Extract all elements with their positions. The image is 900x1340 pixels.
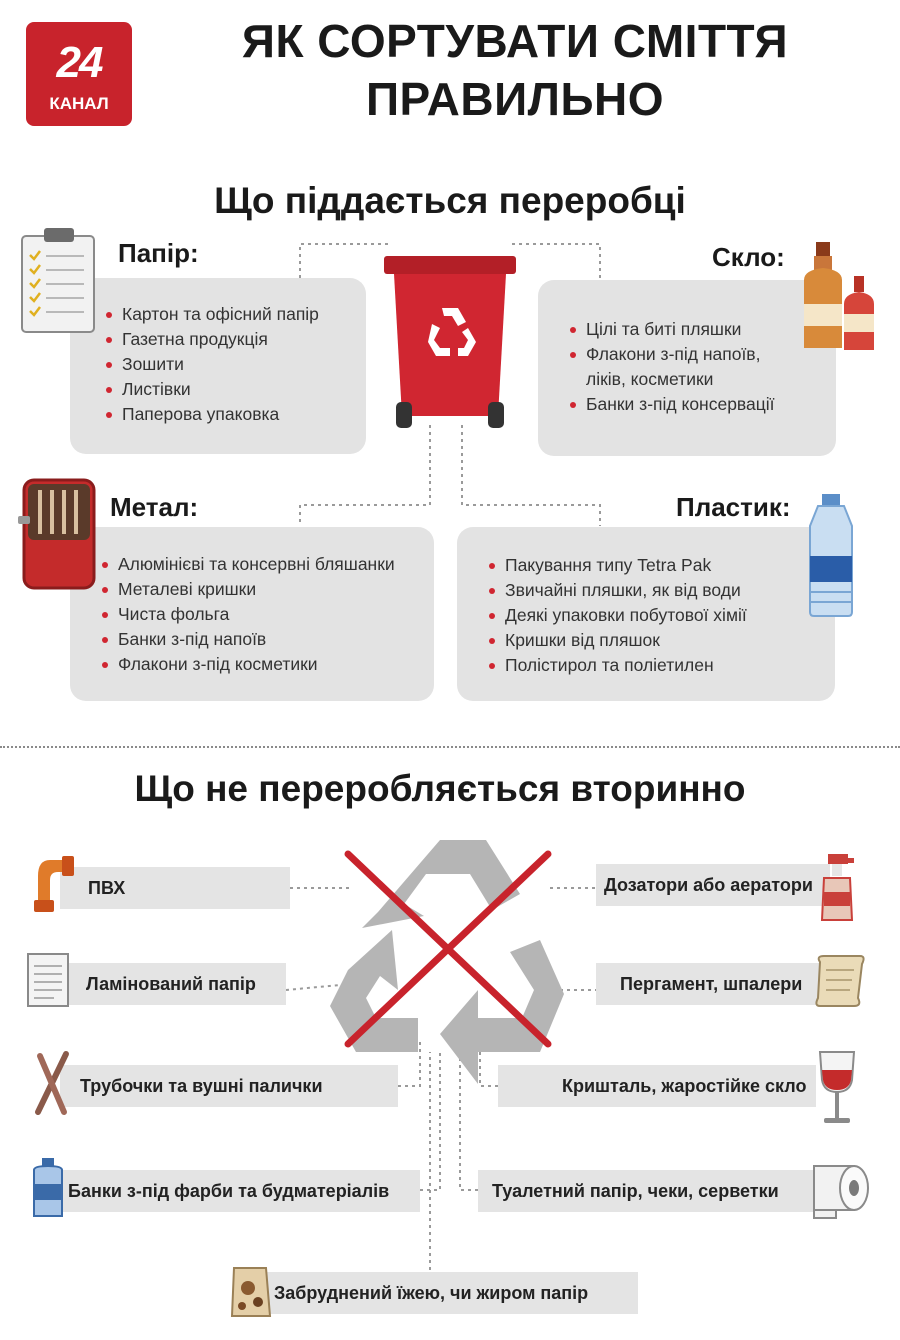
greasy-paper-icon — [226, 1262, 276, 1324]
list-item: Банки з-під напоїв — [100, 627, 395, 652]
plastic-list — [487, 553, 747, 678]
scroll-icon — [812, 952, 870, 1008]
recycling-bin-icon — [382, 252, 518, 432]
plastic-label: Пластик: — [676, 492, 791, 522]
logo-channel: КАНАЛ — [49, 94, 109, 113]
list-item: Кришки від пляшок — [487, 628, 747, 653]
glass-list — [568, 317, 775, 417]
list-item: Полістирол та поліетилен — [487, 653, 747, 678]
document-icon — [24, 950, 72, 1010]
bottles-icon — [796, 240, 878, 356]
item-laminated-paper: Ламінований папір — [60, 963, 286, 1005]
list-item: Алюмінієві та консервні бляшанки — [100, 552, 395, 577]
connector-glass — [510, 244, 600, 278]
item-greasy-paper: Забруднений їжею, чи жиром папір — [254, 1272, 638, 1314]
list-item: ліків, косметики — [586, 369, 714, 389]
item-crystal-glass: Кришталь, жаростійке скло — [498, 1065, 816, 1107]
item-dispensers: Дозатори або аератори — [596, 864, 830, 906]
paper-list — [104, 302, 319, 427]
recyclable-heading: Що піддається переробці — [214, 180, 686, 221]
item-paint-cans: Банки з-під фарби та будматеріалів — [60, 1170, 420, 1212]
list-item: Пакування типу Tetra Pak — [487, 553, 747, 578]
list-item: Флакони з-під косметики — [100, 652, 395, 677]
clipboard-icon — [18, 226, 100, 336]
wine-glass-icon — [814, 1048, 860, 1128]
section-divider — [0, 746, 900, 748]
glass-card — [538, 280, 836, 456]
list-item: Звичайні пляшки, як від води — [487, 578, 747, 603]
list-item: Газетна продукція — [104, 327, 319, 352]
list-item: Банки з-під консервації — [568, 392, 775, 417]
logo-number: 24 — [56, 38, 102, 87]
plastic-card — [457, 527, 835, 701]
item-parchment: Пергамент, шпалери — [596, 963, 826, 1005]
list-item: Флакони з-під напоїв, — [568, 342, 775, 367]
item-straws-swabs: Трубочки та вушні палички — [60, 1065, 398, 1107]
metal-card — [70, 527, 434, 701]
toilet-paper-icon — [810, 1158, 872, 1222]
sardine-can-icon — [18, 476, 98, 594]
list-item: Паперова упаковка — [104, 402, 319, 427]
metal-label: Метал: — [110, 492, 199, 522]
paper-card — [70, 278, 366, 454]
list-item: Цілі та биті пляшки — [568, 317, 775, 342]
item-toilet-paper: Туалетний папір, чеки, серветки — [478, 1170, 814, 1212]
paper-label: Папір: — [118, 238, 199, 268]
glass-label: Скло: — [712, 242, 785, 272]
list-item: Листівки — [104, 377, 319, 402]
paint-can-icon — [28, 1156, 68, 1220]
item-pvc: ПВХ — [60, 867, 290, 909]
title-line-2: ПРАВИЛЬНО — [365, 73, 665, 125]
list-item: Чиста фольга — [100, 602, 395, 627]
water-bottle-icon — [802, 492, 860, 618]
list-item: Зошити — [104, 352, 319, 377]
list-item: Картон та офісний папір — [104, 302, 319, 327]
pipe-icon — [30, 852, 78, 922]
title-line-1: ЯК СОРТУВАТИ СМІТТЯ — [241, 15, 789, 67]
list-item: Металеві кришки — [100, 577, 395, 602]
non-recyclable-heading: Що не переробляється вторинно — [134, 768, 746, 809]
connector-paper — [300, 244, 392, 278]
spray-bottle-icon — [814, 852, 856, 924]
metal-list — [100, 552, 395, 677]
cotton-swab-icon — [30, 1048, 74, 1118]
list-item: Деякі упаковки побутової хімії — [487, 603, 747, 628]
